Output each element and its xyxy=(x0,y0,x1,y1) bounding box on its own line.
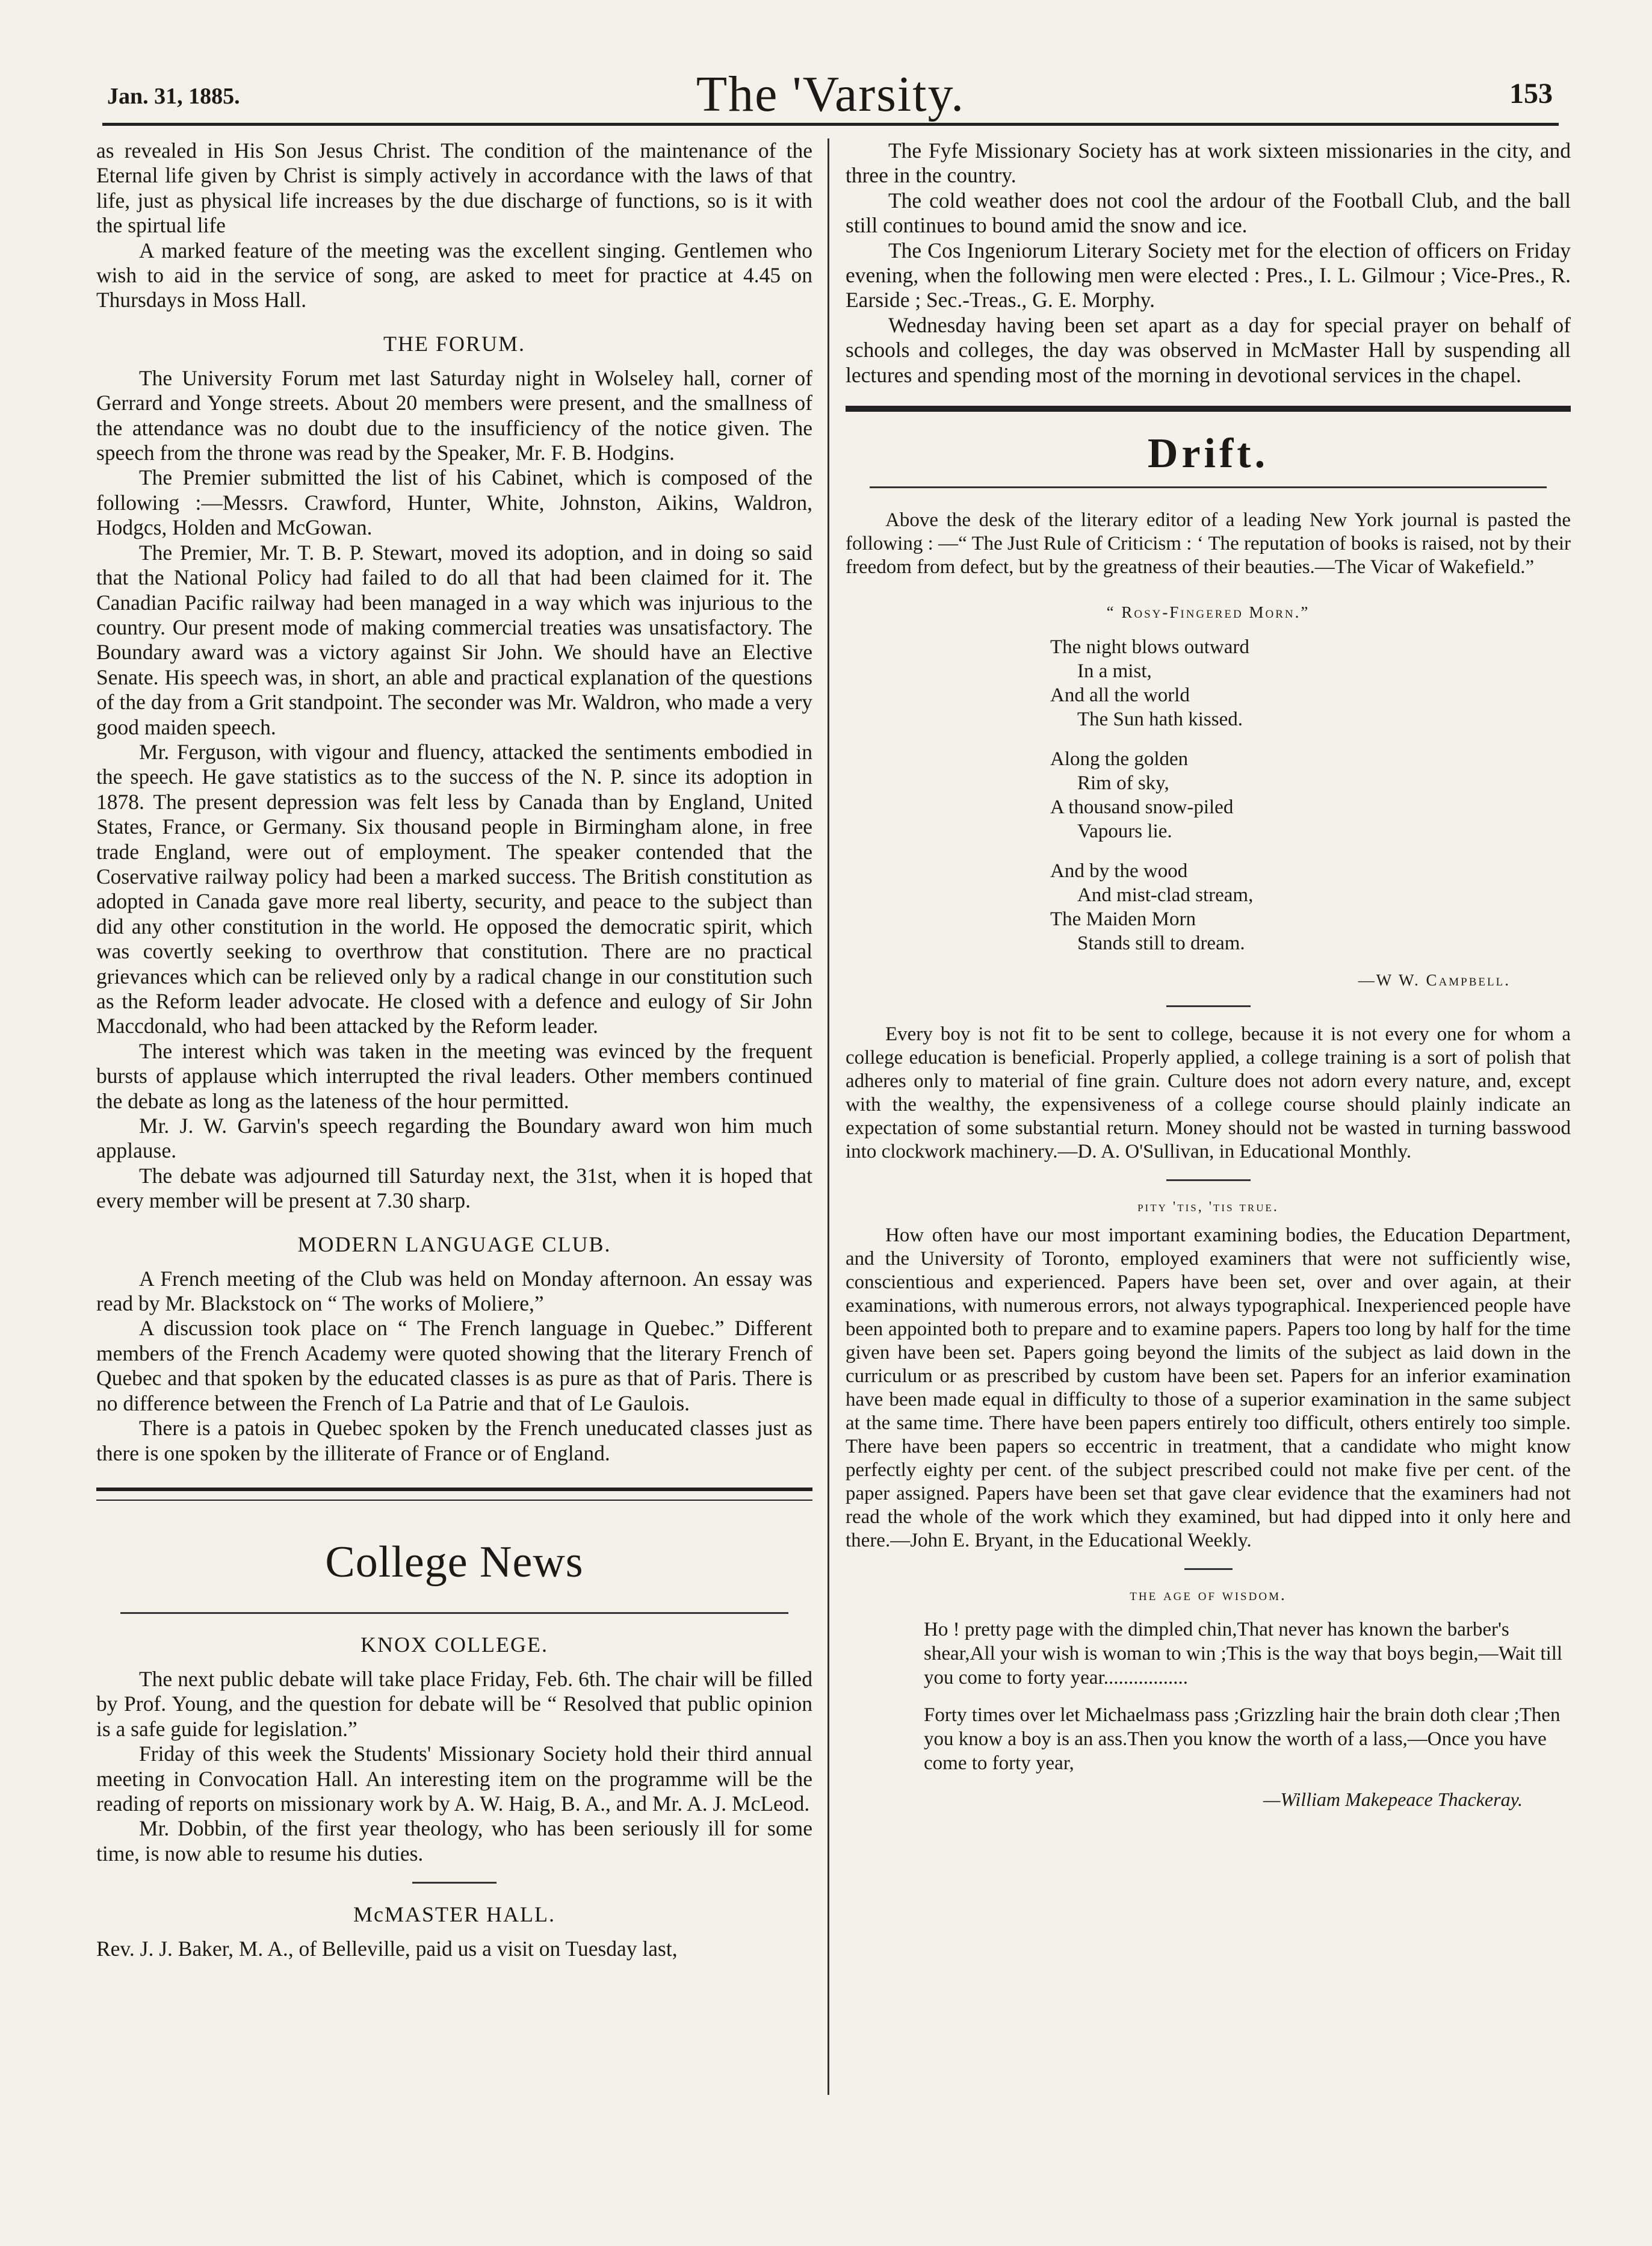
paragraph: as revealed in His Son Jesus Christ. The condition of the maintenance of the Eternal life given by Christ is simply actively in accordance with the laws of that life, just as physical life increases by the due discharge of functions, so is it with the spirtual life xyxy=(96,138,812,238)
poem-line: And all the world xyxy=(1050,684,1190,707)
poem-line: Stands still to dream. xyxy=(1077,932,1245,955)
poem-rosy-fingered-morn xyxy=(1050,635,1571,955)
poem-author: —William Makepeace Thackeray. xyxy=(1263,1788,1523,1811)
poem-line: And mist-clad stream, xyxy=(1077,884,1254,907)
poem-line: Forty times over let Michaelmass pass ; xyxy=(924,1704,1240,1726)
poem-line: In a mist, xyxy=(1077,660,1152,683)
poem-line: A thousand snow-piled xyxy=(1050,796,1234,819)
knox-college-heading: KNOX COLLEGE. xyxy=(360,1632,548,1657)
forum-heading: THE FORUM. xyxy=(383,331,526,356)
pity-article xyxy=(846,1224,1571,1553)
paragraph: The cold weather does not cool the ardour of the Football Club, and the ball still continues to bound amid the snow and ice. xyxy=(846,188,1571,238)
title-rule xyxy=(870,486,1547,488)
poem-line: Rim of sky, xyxy=(1077,772,1169,795)
poem-line: Then you know the worth of a lass,— xyxy=(1127,1728,1428,1751)
poem-line: Once you have come to forty year, xyxy=(924,1728,1547,1775)
left-column xyxy=(96,138,812,1962)
college-news-title: College News xyxy=(325,1537,584,1587)
poem-line: Grizzling hair the brain doth clear ; xyxy=(1239,1704,1520,1726)
poem-line: The night blows outward xyxy=(1050,636,1249,659)
paragraph: A marked feature of the meeting was the excellent singing. Gentlemen who wish to aid in the service of song, are asked to meet for practice at 4.45 on Thursdays in Moss Hall. xyxy=(96,238,812,312)
poem-line: Wait till you come to forty year................. xyxy=(924,1643,1563,1689)
paragraph: How often have our most important examining bodies, the Education Department, and the University of Toronto, employed examiners that were not sufficiently wise, conscientious and experienced. Papers have been set, over and over again, at their examinations, with numerous errors, not always typographical. Inexperienced people have been appointed both to prepare and to examine papers. Papers too long by half for the time given have been set. Papers going beyond the limits of the subject as laid down in the curriculum or as prescribed by custom have been set. Papers for an inferior examination have been made equal in difficulty to those of a superior examination in the same subject at the same time. There have been papers entirely too difficult, others entirely too simple. There have been papers so eccentric in treatment, that a candidate who might know perfectly eighty per cent. of the subject prescribed could not make five per cent. of the paper assigned. Papers have been set that gave clear evidence that the examiners had not read the whole of the work which they examined, but had dipped into it only here and there.—John E. Bryant, in the Educational Weekly. xyxy=(846,1224,1571,1552)
intro-section xyxy=(96,138,812,313)
poem-stanza xyxy=(924,1703,1571,1775)
knox-college-article xyxy=(96,1667,812,1866)
paragraph: A French meeting of the Club was held on Monday afternoon. An essay was read by Mr. Blackstock on “ The works of Moliere,” xyxy=(96,1266,812,1316)
paragraph: Wednesday having been set apart as a day for special prayer on behalf of schools and colleges, the day was observed in McMaster Hall by suspending all lectures and spending most of the morning in devotional services in the chapel. xyxy=(846,312,1571,387)
poem-line: Ho ! pretty page with the dimpled chin, xyxy=(924,1619,1237,1641)
college-essay xyxy=(846,1023,1571,1164)
separator-rule xyxy=(1166,1005,1251,1007)
right-column xyxy=(846,138,1571,1811)
paragraph: The Cos Ingeniorum Literary Society met for the election of officers on Friday evening, when the following men were elected : Pres., I. L. Gilmour ; Vice-Pres., R. Earside ; Sec.-Treas., G. E. Morphy. xyxy=(846,238,1571,312)
title-rule xyxy=(120,1612,788,1614)
paragraph: Mr. Dobbin, of the first year theology, who has been seriously ill for some time, is now able to resume his duties. xyxy=(96,1816,812,1866)
section-rule xyxy=(846,406,1571,412)
paragraph: Mr. Ferguson, with vigour and fluency, attacked the sentiments embodied in the speech. He gave statistics as to the success of the N. P. since its adoption in 1878. The present depression was felt less by Canada than by England, United States, France, or Germany. Six thousand people in Birmingham alone, in free trade England, were out of employment. The speaker contended that the Coservative railway policy had been a marked success. The British constitution as adopted in Canada gave more real liberty, security, and peace to the subject than did any other constitution in the world. He opposed the democratic spirit, which was covertly seeking to overthrow that constitution. There are no practical grievances which can be relieved only by a radical change in our constitution such as the Reform leader advocate. He closed with a defence and eulogy of Sir John Maccdonald, who had been attacked by the Reform leader. xyxy=(96,739,812,1038)
poem-stanza xyxy=(1050,747,1571,843)
issue-date: Jan. 31, 1885. xyxy=(107,84,240,109)
drift-intro xyxy=(846,509,1571,579)
poem-author: —W W. Campbell. xyxy=(1358,971,1511,990)
pity-heading: pity 'tis, 'tis true. xyxy=(1137,1199,1279,1215)
poem-line: That never has known the barber's shear, xyxy=(924,1619,1509,1665)
modern-language-article xyxy=(96,1267,812,1466)
page-number: 153 xyxy=(1509,78,1553,110)
masthead xyxy=(90,54,1571,120)
poem-line: Vapours lie. xyxy=(1077,821,1172,843)
mcmaster-hall-heading: McMASTER HALL. xyxy=(353,1902,555,1927)
poem-title: “ Rosy-Fingered Morn.” xyxy=(1106,603,1310,622)
section-rule xyxy=(96,1488,812,1501)
paragraph: There is a patois in Quebec spoken by the French uneducated classes just as there is one spoken by the illiterate of France or of England. xyxy=(96,1416,812,1465)
paragraph: Rev. J. J. Baker, M. A., of Belleville, paid us a visit on Tuesday last, xyxy=(96,1937,678,1961)
paragraph: The interest which was taken in the meeting was evinced by the frequent bursts of applause which interrupted the rival leaders. Other members continued the debate as long as the lateness of the hour permitted. xyxy=(96,1038,812,1113)
drift-title: Drift. xyxy=(1147,430,1269,477)
poem-title: the age of wisdom. xyxy=(1130,1586,1287,1604)
paragraph: A discussion took place on “ The French language in Quebec.” Different members of the French Academy were quoted showing that the literary French of Quebec and that spoken by the educated classes is as pure as that of Paris. There is no difference between the French of La Patrie and that of Le Gaulois. xyxy=(96,1316,812,1415)
paragraph: The University Forum met last Saturday night in Wolseley hall, corner of Gerrard and Yonge streets. About 20 members were present, and the smallness of the attendance was no doubt due to the insufficiency of the notice given. The speech from the throne was read by the Speaker, Mr. F. B. Hodgins. xyxy=(96,365,812,465)
paragraph: The Premier submitted the list of his Cabinet, which is composed of the following :—Messrs. Crawford, Hunter, White, Johnston, Aikins, Waldron, Hodgcs, Holden and McGowan. xyxy=(96,465,812,540)
column-divider xyxy=(828,138,829,2095)
poem-stanza xyxy=(1050,635,1571,731)
paragraph: The debate was adjourned till Saturday next, the 31st, when it is hoped that every member will be present at 7.30 sharp. xyxy=(96,1163,812,1213)
separator-rule xyxy=(1166,1179,1251,1181)
separator-rule xyxy=(1184,1568,1233,1570)
paragraph: The Premier, Mr. T. B. P. Stewart, moved its adoption, and in doing so said that the National Policy had failed to do all that had been claimed for it. The Canadian Pacific railway had been managed in a way which was injurious to the country. Our present mode of making commercial treaties was unsatisfactory. The Boundary award was a victory against Sir John. We should have an Elective Senate. His speech was, in short, an able and practical explanation of the questions of the day from a Grit standpoint. The seconder was Mr. Waldron, who made a very good maiden speech. xyxy=(96,540,812,739)
paragraph: Above the desk of the literary editor of a leading New York journal is pasted the following : —“ The Just Rule of Criticism : ‘ The reputation of books is raised, not by their freedom from defect, but by the greatness of their beauties.—The Vicar of Wakefield.” xyxy=(846,509,1571,579)
poem-line: This is the way that boys begin,— xyxy=(1226,1643,1499,1665)
poem-age-of-wisdom xyxy=(924,1618,1571,1775)
paragraph: The next public debate will take place Friday, Feb. 6th. The chair will be filled by Prof. Young, and the question for debate will be “ Resolved that public opinion is a safe guide for legislation.” xyxy=(96,1666,812,1741)
separator-rule xyxy=(412,1882,497,1884)
poem-line: The Maiden Morn xyxy=(1050,908,1196,931)
poem-line: The Sun hath kissed. xyxy=(1077,709,1243,731)
paragraph: Every boy is not fit to be sent to college, because it is not every one for whom a college education is beneficial. Properly applied, a college training is a sort of polish that adheres only to material of fine grain. Culture does not adorn every nature, and, except with the wealthy, the expensiveness of a college course should plainly indicate an expectation of some substantial return. Money should not be wasted in turning basswood into clockwork machinery.—D. A. O'Sullivan, in Educational Monthly. xyxy=(846,1023,1571,1163)
modern-language-heading: MODERN LANGUAGE CLUB. xyxy=(297,1232,611,1256)
paragraph: The Fyfe Missionary Society has at work sixteen missionaries in the city, and three in the country. xyxy=(846,138,1571,188)
poem-line: Along the golden xyxy=(1050,748,1189,771)
poem-line: Then you know a boy is an ass. xyxy=(924,1704,1561,1751)
forum-article xyxy=(96,366,812,1214)
publication-title: The 'Varsity. xyxy=(696,66,965,122)
poem-line: All your wish is woman to win ; xyxy=(970,1643,1227,1665)
masthead-rule xyxy=(102,123,1559,126)
poem-line: And by the wood xyxy=(1050,860,1188,883)
paragraph: Mr. J. W. Garvin's speech regarding the Boundary award won him much applause. xyxy=(96,1114,812,1163)
news-continued xyxy=(846,138,1571,388)
poem-stanza xyxy=(1050,859,1571,955)
paragraph: Friday of this week the Students' Missionary Society hold their third annual meeting in Convocation Hall. An interesting item on the programme will be the reading of reports on missionary work by A. W. Haig, B. A., and Mr. A. J. McLeod. xyxy=(96,1742,812,1816)
poem-stanza xyxy=(924,1618,1571,1690)
mcmaster-hall-article xyxy=(96,1937,812,1961)
